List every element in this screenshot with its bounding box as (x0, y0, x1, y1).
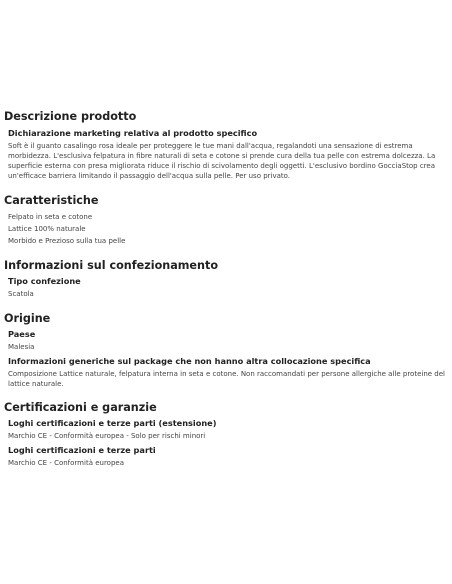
origin-country-value: Malesia (8, 343, 35, 351)
feature-item: Felpato in seta e cotone (8, 213, 93, 221)
description-section (0, 110, 452, 181)
packaging-heading: Informazioni sul confezionamento (4, 259, 219, 272)
packaging-type-label: Tipo confezione (8, 276, 81, 286)
certification-label: Loghi certificazioni e terze parti (estensione) (8, 418, 217, 428)
packaging-type-value: Scatola (8, 290, 34, 298)
feature-item: Lattice 100% naturale (8, 225, 86, 233)
origin-section (0, 312, 452, 389)
certification-block (4, 418, 446, 441)
feature-item: Morbido e Prezioso sulla tua pelle (8, 237, 126, 245)
packaging-section (0, 259, 452, 299)
certification-value: Marchio CE - Conformità europea (8, 459, 124, 467)
packaging-type-block (4, 276, 446, 299)
features-section (0, 194, 452, 247)
origin-generic-value: Composizione Lattice naturale, felpatura interna in seta e cotone. Non raccomandati per persone allergiche alle proteine del lattice naturale. (8, 370, 445, 388)
marketing-text: Soft è il guanto casalingo rosa ideale per proteggere le tue mani dall'acqua, regalandoti una sensazione di estrema morbidezza. L'esclusiva felpatura in fibre naturali di seta e cotone si prende cura della tua pelle con estrema dolcezza. La superficie esterna con presa migliorata riduce il rischio di scivolamento degli oggetti. L'esclusivo bordino GocciaStop crea un'efficace barriera limitando il passaggio dell'acqua sulla pelle. Per uso privato. (8, 142, 436, 180)
origin-generic-label: Informazioni generiche sul package che non hanno altra collocazione specifica (8, 356, 371, 366)
certification-block (4, 445, 446, 468)
features-list (4, 211, 446, 247)
certifications-section (0, 401, 452, 468)
product-details-page (0, 110, 452, 468)
origin-generic-block (4, 356, 446, 389)
origin-heading: Origine (4, 312, 51, 325)
features-heading: Caratteristiche (4, 194, 99, 207)
certification-label: Loghi certificazioni e terze parti (8, 445, 156, 455)
description-heading: Descrizione prodotto (4, 110, 137, 123)
certifications-heading: Certificazioni e garanzie (4, 401, 157, 414)
certification-value: Marchio CE - Conformità europea - Solo per rischi minori (8, 432, 206, 440)
marketing-title: Dichiarazione marketing relativa al prodotto specifico (8, 128, 258, 138)
marketing-block (4, 128, 446, 181)
origin-country-label: Paese (8, 329, 36, 339)
origin-country-block (4, 329, 446, 352)
